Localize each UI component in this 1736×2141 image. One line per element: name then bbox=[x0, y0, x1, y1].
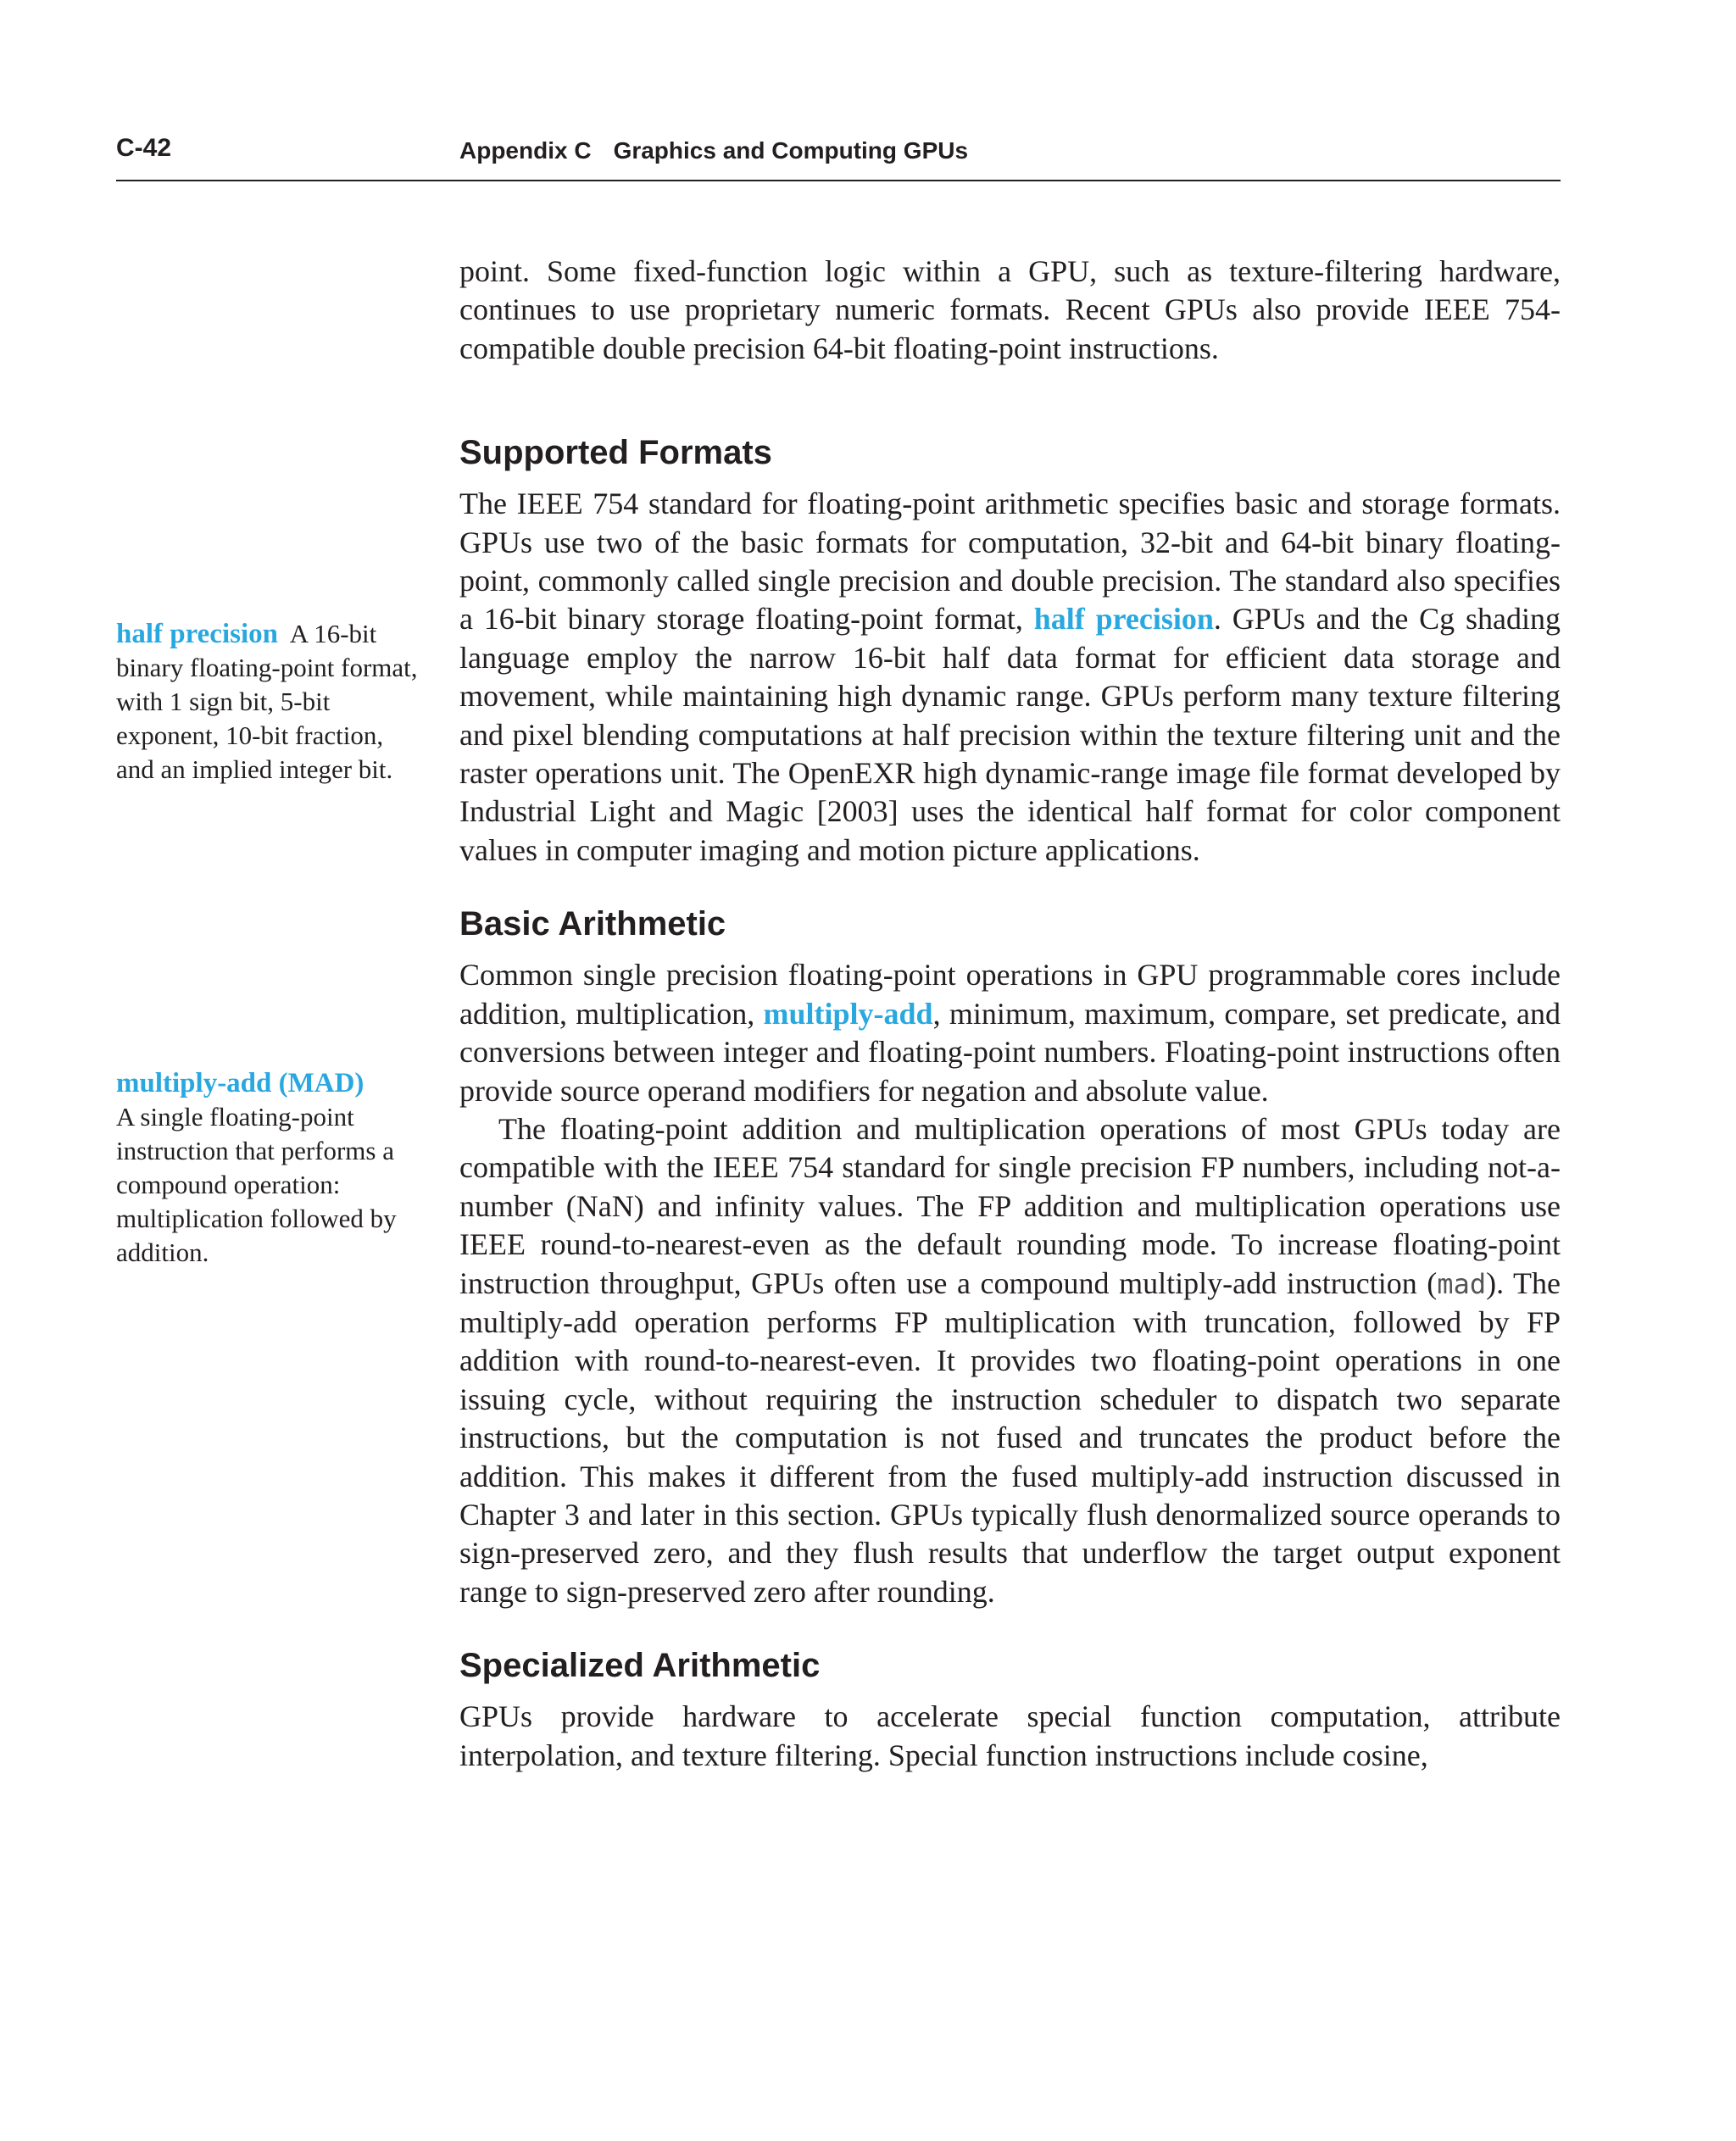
main-column bbox=[459, 253, 1561, 1775]
running-head bbox=[116, 129, 1561, 181]
specialized-arithmetic-paragraph: GPUs provide hardware to accelerate special function computation, attribute interpolation, and texture filtering. Special function instructions include cosine, bbox=[459, 1699, 1561, 1772]
basic-arithmetic-p2-text-1: The floating-point addition and multiplication operations of most GPUs today are compatible with the IEEE 754 standard for single precision FP numbers, including not-a-number (NaN) and infinity values. The FP addition and multiplication operations use IEEE round-to-nearest-even as the default rounding mode. To increase floating-point instruction throughput, GPUs often use a compound multiply-add instruction ( bbox=[459, 1111, 1561, 1300]
page-number: C-42 bbox=[116, 134, 172, 162]
term-multiply-add: multiply-add bbox=[763, 996, 933, 1031]
supported-formats-paragraph bbox=[459, 485, 1561, 870]
basic-arithmetic-paragraph-1 bbox=[459, 956, 1561, 1110]
supported-formats-text-1: The IEEE 754 standard for floating-point arithmetic specifies basic and storage formats. GPUs use two of the basic formats for computation, 32-bit and 64-bit binary floating-point, commonly called single precision and double precision. The standard also specifies a 16-bit binary storage floating-point format, bbox=[459, 487, 1561, 637]
margin-definition-multiply-add: A single floating-point instruction that performs a compound operation: multiplication followed by addition. bbox=[116, 1102, 397, 1267]
margin-term-multiply-add: multiply-add (MAD) bbox=[116, 1068, 364, 1098]
appendix-label: Appendix C bbox=[459, 137, 592, 164]
margin-note-multiply-add bbox=[116, 1066, 426, 1270]
heading-specialized-arithmetic: Specialized Arithmetic bbox=[459, 1647, 821, 1685]
basic-arithmetic-paragraph-2 bbox=[459, 1110, 1561, 1611]
margin-note-half-precision bbox=[116, 617, 426, 787]
margin-definition-half-precision: A 16-bit binary floating-point format, with 1 sign bit, 5-bit exponent, 10-bit fraction, and an implied integer bit. bbox=[116, 619, 418, 784]
margin-term-half-precision: half precision bbox=[116, 619, 278, 649]
basic-arithmetic-p1-text-2: , minimum, maximum, compare, set predicate, and conversions between integer and floating-point numbers. Floating-point instructions often provide source operand modifiers for negation and absolute value. bbox=[459, 996, 1561, 1108]
intro-paragraph: point. Some fixed-function logic within a GPU, such as texture-filtering hardware, continues to use proprietary numeric formats. Recent GPUs also provide IEEE 754-compatible double precision 64-bit floating-point instructions. bbox=[459, 254, 1561, 365]
supported-formats-text-2: . GPUs and the Cg shading language employ the narrow 16-bit half data format for efficient data storage and movement, while maintaining high dynamic range. GPUs perform many texture filtering and pixel blending computations at half precision within the texture filtering unit and the raster operations unit. The OpenEXR high dynamic-range image file format developed by Industrial Light and Magic [2003] uses the identical half format for color component values in computer imaging and motion picture applications. bbox=[459, 602, 1561, 867]
appendix-title: Graphics and Computing GPUs bbox=[613, 137, 969, 164]
code-mad: mad bbox=[1437, 1267, 1487, 1300]
heading-basic-arithmetic: Basic Arithmetic bbox=[459, 905, 726, 943]
term-half-precision: half precision bbox=[1033, 602, 1214, 637]
basic-arithmetic-p2-text-2: ). The multiply-add operation performs FP multiplication with truncation, followed by FP addition with round-to-nearest-even. It provides two floating-point operations in one issuing cycle, without requiring the instruction scheduler to dispatch two separate instructions, but the computation is not fused and truncates the product before the addition. This makes it different from the fused multiply-add instruction discussed in Chapter 3 and later in this section. GPUs typically flush denormalized source operands to sign-preserved zero, and they flush results that underflow the target output exponent range to sign-preserved zero after rounding. bbox=[459, 1265, 1561, 1609]
basic-arithmetic-p1-text-1: Common single precision floating-point operations in GPU programmable cores include addition, multiplication, bbox=[459, 958, 1561, 1031]
heading-supported-formats: Supported Formats bbox=[459, 434, 772, 472]
running-head-title bbox=[459, 137, 968, 164]
